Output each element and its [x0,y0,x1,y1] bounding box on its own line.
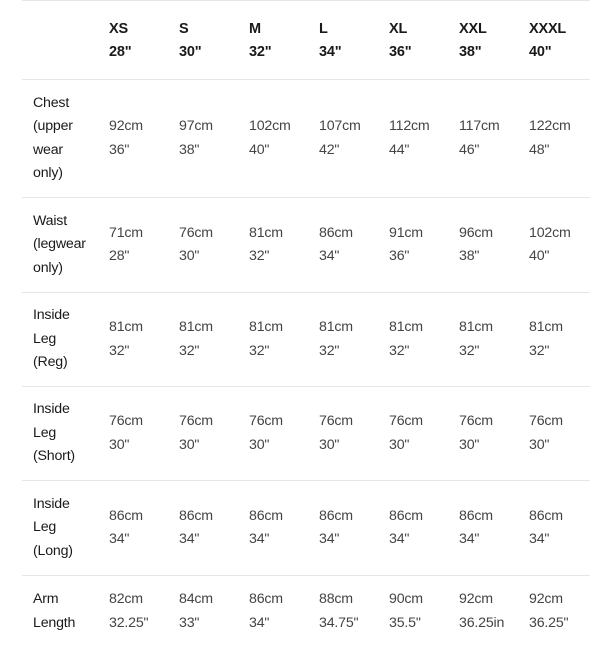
measurement-cell [168,387,238,481]
size-code: XXXL [529,20,567,37]
measurement-cell [378,387,448,481]
row-label-line: Leg [33,330,57,347]
measurement-cell [448,198,518,293]
measurement-cell [238,198,308,293]
cm-value: 97cm [179,118,213,134]
row-label-arm-length [22,576,98,648]
inch-value: 34" [389,531,410,547]
size-inches: 40" [529,44,552,60]
row-label-line: Leg [33,424,57,441]
size-chart-table [22,0,590,648]
size-inches: 30" [179,44,202,60]
inch-value: 32" [319,342,340,359]
row-label-line: (upper [33,118,73,134]
inch-value: 32" [179,342,200,359]
cm-value: 82cm [109,591,143,608]
inch-value: 34" [319,248,340,264]
table-row-inside-leg-long [22,481,590,576]
inch-value: 32" [529,342,550,359]
inch-value: 30" [109,436,130,453]
cm-value: 86cm [529,507,563,524]
measurement-cell [448,576,518,648]
cm-value: 81cm [389,319,423,335]
size-code: S [179,20,189,37]
inch-value: 32.25" [109,614,149,631]
measurement-cell [378,293,448,387]
measurement-cell [98,198,168,293]
row-label-line: Inside [33,307,70,324]
size-code: XS [109,20,128,37]
cm-value: 76cm [249,413,283,429]
cm-value: 76cm [109,413,143,429]
measurement-cell [168,481,238,576]
size-header-xl [378,1,448,80]
cm-value: 81cm [529,319,563,335]
measurement-cell [518,293,590,387]
cm-value: 91cm [389,224,423,241]
row-label-line: Length [33,614,76,631]
cm-value: 76cm [319,413,353,429]
size-code: M [249,20,261,37]
cm-value: 86cm [389,507,423,524]
measurement-cell [168,80,238,198]
size-header-xxl [448,1,518,80]
row-label-inside-leg-short [22,387,98,481]
cm-value: 86cm [179,507,213,524]
inch-value: 38" [459,248,480,264]
size-inches: 38" [459,44,482,60]
cm-value: 81cm [109,319,143,335]
row-label-line: (Long) [33,542,73,559]
cm-value: 76cm [389,413,423,429]
measurement-cell [378,80,448,198]
measurement-cell [518,80,590,198]
size-inches: 34" [319,44,342,60]
cm-value: 81cm [249,224,283,241]
cm-value: 92cm [529,591,563,608]
measurement-cell [378,198,448,293]
inch-value: 46" [459,141,480,158]
size-inches: 36" [389,44,412,60]
inch-value: 36" [389,248,410,264]
measurement-cell [238,481,308,576]
cm-value: 122cm [529,118,571,134]
inch-value: 34" [459,531,480,547]
size-header-l [308,1,378,80]
measurement-cell [98,80,168,198]
cm-value: 86cm [319,507,353,524]
measurement-cell [98,387,168,481]
row-label-line: (Reg) [33,354,68,371]
cm-value: 86cm [109,507,143,524]
measurement-cell [448,387,518,481]
measurement-cell [308,481,378,576]
cm-value: 86cm [249,591,283,608]
size-header-xs [98,1,168,80]
measurement-cell [238,293,308,387]
measurement-cell [238,576,308,648]
measurement-cell [308,198,378,293]
inch-value: 34.75" [319,614,359,631]
inch-value: 32" [389,342,410,359]
size-code: L [319,20,328,37]
inch-value: 34" [249,531,270,547]
measurement-cell [308,576,378,648]
row-label-line: Inside [33,495,70,512]
measurement-cell [308,387,378,481]
cm-value: 117cm [459,118,500,134]
row-label-inside-leg-reg [22,293,98,387]
row-label-line: (legwear [33,236,86,253]
inch-value: 34" [109,531,130,547]
cm-value: 76cm [459,413,493,429]
measurement-cell [238,387,308,481]
cm-value: 81cm [319,319,353,335]
row-label-line: Inside [33,401,70,418]
size-header-m [238,1,308,80]
measurement-cell [378,576,448,648]
cm-value: 102cm [529,224,571,241]
size-code: XXL [459,20,487,37]
measurement-cell [168,293,238,387]
inch-value: 40" [249,141,270,158]
cm-value: 81cm [179,319,213,335]
inch-value: 32" [249,248,270,264]
measurement-cell [308,293,378,387]
inch-value: 32" [249,342,270,359]
cm-value: 76cm [179,413,213,429]
measurement-cell [168,576,238,648]
measurement-cell [518,387,590,481]
table-row-waist [22,198,590,293]
inch-value: 34" [319,531,340,547]
row-label-line: only) [33,165,63,181]
corner-cell [22,1,98,80]
inch-value: 34" [249,614,270,631]
inch-value: 33" [179,614,200,631]
row-label-line: wear [33,141,63,158]
inch-value: 36.25in [459,614,505,631]
cm-value: 96cm [459,224,493,241]
inch-value: 36.25" [529,614,569,631]
inch-value: 48" [529,141,550,158]
table-row-chest [22,80,590,198]
row-label-waist [22,198,98,293]
inch-value: 30" [179,248,200,264]
cm-value: 92cm [459,591,493,608]
inch-value: 35.5" [389,614,421,631]
size-code: XL [389,20,408,37]
measurement-cell [448,293,518,387]
cm-value: 71cm [109,224,143,241]
size-header-xxxl [518,1,590,80]
cm-value: 76cm [179,224,213,241]
inch-value: 42" [319,141,340,158]
measurement-cell [98,481,168,576]
inch-value: 38" [179,141,200,158]
size-header-s [168,1,238,80]
measurement-cell [98,293,168,387]
cm-value: 86cm [249,507,283,524]
inch-value: 30" [319,436,340,453]
inch-value: 32" [109,342,130,359]
row-label-inside-leg-long [22,481,98,576]
cm-value: 90cm [389,591,423,608]
inch-value: 30" [389,436,410,453]
inch-value: 30" [529,436,550,453]
inch-value: 34" [529,531,550,547]
inch-value: 30" [459,436,480,453]
table-row-inside-leg-reg [22,293,590,387]
measurement-cell [448,481,518,576]
inch-value: 44" [389,141,410,158]
cm-value: 81cm [249,319,283,335]
cm-value: 86cm [459,507,493,524]
measurement-cell [378,481,448,576]
measurement-cell [518,576,590,648]
cm-value: 107cm [319,118,361,134]
cm-value: 76cm [529,413,563,429]
inch-value: 40" [529,248,550,264]
cm-value: 86cm [319,224,353,241]
inch-value: 30" [249,436,270,453]
size-header-row [22,1,590,80]
inch-value: 28" [109,248,130,264]
cm-value: 92cm [109,118,143,134]
size-inches: 28" [109,44,132,60]
measurement-cell [448,80,518,198]
cm-value: 84cm [179,591,213,608]
measurement-cell [518,198,590,293]
measurement-cell [518,481,590,576]
row-label-line: Leg [33,519,57,536]
inch-value: 30" [179,436,200,453]
row-label-line: Chest [33,94,70,111]
row-label-line: (Short) [33,448,75,465]
cm-value: 112cm [389,118,430,134]
row-label-chest [22,80,98,198]
cm-value: 81cm [459,319,493,335]
inch-value: 34" [179,531,200,547]
measurement-cell [308,80,378,198]
inch-value: 32" [459,342,480,359]
measurement-cell [98,576,168,648]
inch-value: 36" [109,141,130,158]
size-inches: 32" [249,44,272,60]
row-label-line: Waist [33,212,67,229]
table-row-arm-length [22,576,590,648]
measurement-cell [238,80,308,198]
table-row-inside-leg-short [22,387,590,481]
row-label-line: only) [33,259,63,276]
measurement-cell [168,198,238,293]
row-label-line: Arm [33,591,59,608]
cm-value: 88cm [319,591,353,608]
cm-value: 102cm [249,118,291,134]
